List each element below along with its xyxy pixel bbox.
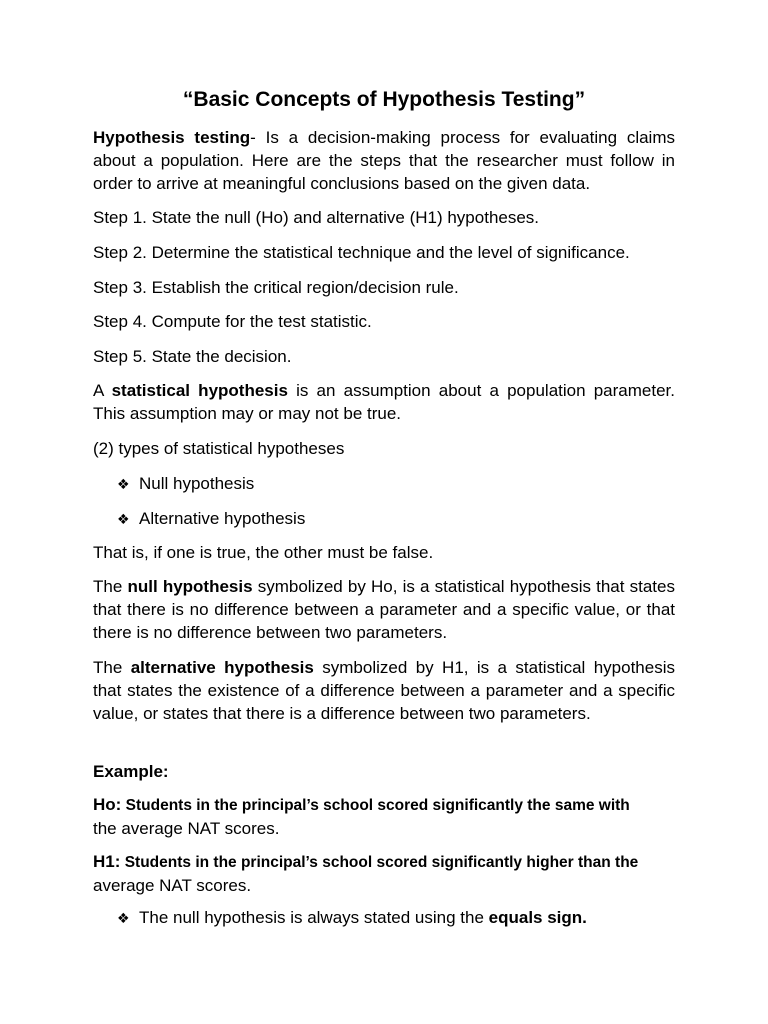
ho-bold-text: Students in the principal’s school scored significantly the same with — [121, 797, 630, 814]
intro-paragraph — [93, 126, 675, 195]
bullet-null-hypothesis — [117, 472, 677, 496]
step-2: Step 2. Determine the statistical technique and the level of significance. — [93, 243, 630, 262]
diamond-bullet-icon: ❖ — [117, 511, 130, 527]
example-label — [93, 760, 675, 783]
sh-term: statistical hypothesis — [111, 381, 288, 400]
ho-example — [93, 793, 675, 840]
step-3: Step 3. Establish the critical region/decision rule. — [93, 278, 459, 297]
h1-bold-text: Students in the principal’s school scored significantly higher than the — [120, 854, 639, 871]
statistical-hypothesis-paragraph — [93, 379, 675, 425]
bullet-alternative-hypothesis — [117, 507, 677, 531]
example-label-text: Example: — [93, 762, 169, 781]
sh-pre: A — [93, 381, 112, 400]
either-statement: That is, if one is true, the other must be false. — [93, 543, 434, 562]
h1-example — [93, 850, 675, 897]
ho-rest: the average NAT scores. — [93, 819, 280, 838]
intro-term: Hypothesis testing — [93, 128, 251, 147]
alt-term: alternative hypothesis — [130, 658, 314, 677]
ho-label: Ho: — [93, 795, 122, 814]
alt-post: symbolized by H1, is a statistical hypothesis that states the existence of a difference between a parameter and a specific value, or states that there is a difference between two parameters. — [93, 658, 675, 723]
step-4: Step 4. Compute for the test statistic. — [93, 312, 372, 331]
bullet-text: Null hypothesis — [139, 474, 255, 493]
step-1: Step 1. State the null (Ho) and alternative (H1) hypotheses. — [93, 208, 540, 227]
alt-pre: The — [93, 658, 131, 677]
final-term: equals sign. — [488, 908, 587, 927]
bullet-equals-sign — [117, 906, 677, 930]
step-5: Step 5. State the decision. — [93, 347, 292, 366]
diamond-bullet-icon: ❖ — [117, 910, 130, 926]
intro-text: - Is a decision-making process for evaluating claims about a population. Here are the steps that the researcher must follow in order to arrive at meaningful conclusions based on the given data. — [93, 128, 675, 193]
null-post: symbolized by Ho, is a statistical hypothesis that states that there is no difference between a parameter and a specific value, or that there is no difference between two parameters. — [93, 577, 675, 642]
types-heading: (2) types of statistical hypotheses — [93, 439, 345, 458]
final-pre: The null hypothesis is always stated using the — [139, 908, 489, 927]
null-hypothesis-definition — [93, 575, 675, 644]
h1-rest: average NAT scores. — [93, 876, 252, 895]
alternative-hypothesis-definition — [93, 656, 675, 725]
diamond-bullet-icon: ❖ — [117, 476, 130, 492]
sh-post: is an assumption about a population parameter. This assumption may or may not be true. — [93, 381, 675, 423]
bullet-text: Alternative hypothesis — [139, 509, 306, 528]
null-pre: The — [93, 577, 128, 596]
document-title: “Basic Concepts of Hypothesis Testing” — [182, 88, 586, 111]
null-term: null hypothesis — [127, 577, 253, 596]
h1-label: H1: — [93, 852, 121, 871]
